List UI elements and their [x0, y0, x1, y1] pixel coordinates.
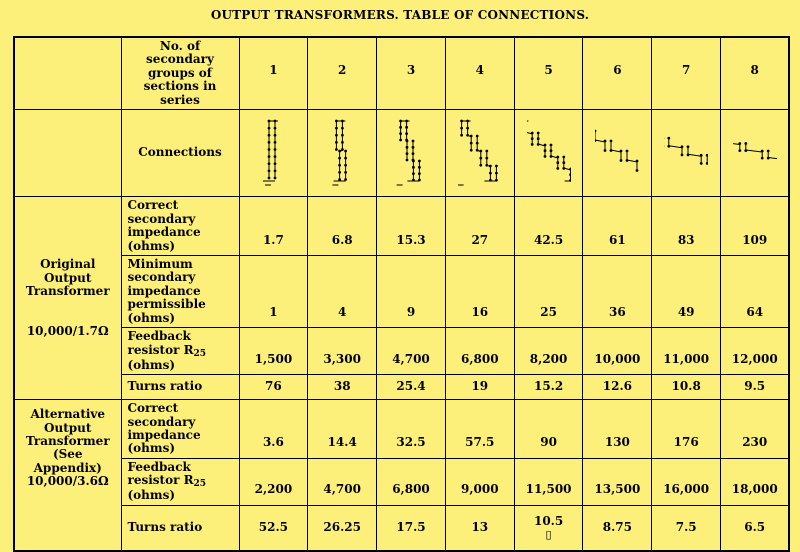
terminal-dot	[341, 134, 344, 137]
table-cell: 15.2	[514, 375, 583, 400]
series-label: No. of secondary groups of sections in series	[121, 37, 239, 110]
terminal-dot	[495, 172, 498, 175]
alt-turns-row	[14, 505, 789, 551]
table-cell: 3,300	[308, 328, 377, 375]
series-link	[688, 154, 701, 156]
terminal-dot	[562, 161, 565, 164]
connection-diagram-cell	[308, 110, 377, 197]
terminal-dot	[626, 150, 629, 153]
table-cell: 6,800	[377, 458, 446, 505]
terminal-dot	[335, 127, 338, 130]
terminal-dot	[412, 166, 415, 169]
connections-table	[13, 36, 790, 552]
terminal-dot	[530, 143, 533, 146]
terminal-dot	[412, 146, 415, 149]
terminal-dot	[495, 165, 498, 168]
table-cell: 42.5	[514, 197, 583, 256]
connection-diagram-cell	[514, 110, 583, 197]
series-link	[669, 146, 682, 148]
terminal-dot	[274, 170, 277, 173]
terminal-dot	[344, 164, 347, 167]
terminal-dot	[738, 149, 741, 152]
terminal-dot	[344, 150, 347, 153]
terminal-dot	[341, 141, 344, 144]
connection-diagram	[664, 115, 708, 191]
table-cell: 12.6	[583, 375, 652, 400]
series-link	[595, 140, 605, 142]
terminal-dot	[268, 163, 271, 166]
column-header: 5	[514, 37, 583, 110]
table-cell: 4,700	[377, 328, 446, 375]
table-cell: 49	[652, 255, 721, 327]
table-cell: 64	[721, 255, 790, 327]
terminal-dot	[681, 154, 684, 157]
terminal-dot	[412, 172, 415, 175]
table-cell: 11,000	[652, 328, 721, 375]
terminal-dot	[405, 126, 408, 129]
column-header: 2	[308, 37, 377, 110]
connection-diagram	[389, 115, 433, 191]
table-cell: 19	[445, 375, 514, 400]
table-cell: 3.6	[239, 400, 308, 459]
terminal-dot	[687, 146, 690, 149]
table-cell: 76	[239, 375, 308, 400]
table-cell: 9.5	[721, 375, 790, 400]
table-cell: 7.5	[652, 505, 721, 551]
terminal-dot	[274, 148, 277, 151]
terminal-dot	[344, 178, 347, 181]
orig-impedance-row	[14, 197, 789, 256]
table-cell: 1.7	[239, 197, 308, 256]
terminal-dot	[335, 134, 338, 137]
series-link	[627, 160, 637, 162]
table-cell: 13,500	[583, 458, 652, 505]
table-cell: 6,800	[445, 328, 514, 375]
header-row	[14, 37, 789, 110]
table-cell: 90	[514, 400, 583, 459]
column-header: 7	[652, 37, 721, 110]
terminal-dot	[344, 157, 347, 160]
terminal-dot	[620, 159, 623, 162]
page-title: OUTPUT TRANSFORMERS. TABLE OF CONNECTIONS.	[0, 8, 800, 22]
column-header: 8	[721, 37, 790, 110]
table-cell: 109	[721, 197, 790, 256]
table-cell: 83	[652, 197, 721, 256]
table-cell: 130	[583, 400, 652, 459]
terminal-dot	[412, 152, 415, 155]
table-cell: 12,000	[721, 328, 790, 375]
terminal-dot	[406, 159, 409, 162]
table-cell: 176	[652, 400, 721, 459]
connection-diagram	[251, 115, 295, 191]
terminal-dot	[274, 155, 277, 158]
table-cell: 11,500	[514, 458, 583, 505]
terminal-dot	[268, 155, 271, 158]
terminal-dot	[344, 171, 347, 174]
terminal-dot	[466, 127, 469, 130]
terminal-dot	[556, 167, 559, 170]
orig-turns-row	[14, 375, 789, 400]
connection-diagram-cell	[239, 110, 308, 197]
table-cell: 38	[308, 375, 377, 400]
table-cell: 25.4	[377, 375, 446, 400]
terminal-dot	[562, 156, 565, 159]
terminal-dot	[536, 137, 539, 140]
terminal-dot	[399, 126, 402, 129]
original-transformer-name: Original Output Transformer	[19, 258, 117, 298]
row-label: Turns ratio	[121, 375, 239, 400]
table-cell: 15.3	[377, 197, 446, 256]
table-cell: 9,000	[445, 458, 514, 505]
terminal-dot	[335, 148, 338, 151]
terminal-dot	[399, 132, 402, 135]
table-cell: 57.5	[445, 400, 514, 459]
column-header: 3	[377, 37, 446, 110]
terminal-dot	[268, 127, 271, 130]
table-cell: 25	[514, 255, 583, 327]
terminal-dot	[761, 157, 764, 160]
terminal-dot	[489, 172, 492, 175]
terminal-dot	[460, 134, 463, 137]
table-cell: 9	[377, 255, 446, 327]
alt-feedback-row	[14, 458, 789, 505]
table-cell: 14.4	[308, 400, 377, 459]
terminal-dot	[338, 178, 341, 181]
table-cell: 10,000	[583, 328, 652, 375]
terminal-dot	[338, 171, 341, 174]
connection-diagram	[320, 115, 364, 191]
connections-label: Connections	[121, 110, 239, 197]
footnote-marker: ▯	[546, 529, 552, 541]
row-label: Correct secondary impedance (ohms)	[121, 197, 239, 256]
original-transformer-ratio: 10,000/1.7Ω	[19, 325, 117, 338]
alternative-transformer-name: Alternative Output Transformer (See Appendix) 10,000/3.6Ω	[19, 408, 117, 489]
row-label: Minimum secondary impedance permissible (ohms)	[121, 255, 239, 327]
table-cell: 26.25	[308, 505, 377, 551]
terminal-dot	[700, 162, 703, 165]
orig-feedback-row	[14, 328, 789, 375]
terminal-dot	[569, 173, 571, 176]
terminal-dot	[268, 170, 271, 173]
terminal-dot	[412, 140, 415, 143]
terminal-dot	[668, 137, 671, 140]
table-cell: 36	[583, 255, 652, 327]
connection-diagram-cell	[377, 110, 446, 197]
row-label: Feedback resistor $R_{25}$ (ohms)	[121, 458, 239, 505]
terminal-dot	[595, 130, 596, 133]
terminal-dot	[530, 137, 533, 140]
terminal-dot	[536, 132, 539, 135]
terminal-dot	[338, 164, 341, 167]
terminal-dot	[274, 134, 277, 137]
terminal-dot	[274, 141, 277, 144]
terminal-dot	[485, 150, 488, 153]
alt-impedance-row	[14, 400, 789, 459]
terminal-dot	[610, 140, 613, 143]
connection-diagram	[458, 115, 502, 191]
table-cell: 17.5	[377, 505, 446, 551]
series-link	[746, 150, 762, 152]
terminal-dot	[268, 177, 271, 180]
column-header: 6	[583, 37, 652, 110]
table-cell: 13	[445, 505, 514, 551]
connection-diagram	[733, 115, 777, 191]
terminal-dot	[406, 152, 409, 155]
connection-diagram-cell	[445, 110, 514, 197]
table-cell: 4	[308, 255, 377, 327]
corner-cell	[14, 37, 121, 110]
connection-diagram	[595, 115, 639, 191]
terminal-dot	[335, 141, 338, 144]
terminal-dot	[470, 149, 473, 152]
terminal-dot	[341, 127, 344, 130]
terminal-dot	[268, 141, 271, 144]
terminal-dot	[479, 157, 482, 160]
table-cell: 8.75	[583, 505, 652, 551]
table-cell: 10.8	[652, 375, 721, 400]
terminal-dot	[549, 149, 552, 152]
terminal-dot	[399, 139, 402, 142]
terminal-dot	[479, 164, 482, 167]
row-label: Correct secondary impedance (ohms)	[121, 400, 239, 459]
table-cell: 2,200	[239, 458, 308, 505]
table-cell: 32.5	[377, 400, 446, 459]
terminal-dot	[476, 135, 479, 138]
terminal-dot	[556, 161, 559, 164]
terminal-dot	[543, 155, 546, 158]
table-cell: 1	[239, 255, 308, 327]
terminal-dot	[405, 132, 408, 135]
alternative-transformer-cell	[14, 400, 121, 552]
connections-row	[14, 110, 789, 197]
column-header: 1	[239, 37, 308, 110]
table-cell: 16	[445, 255, 514, 327]
table-cell	[514, 505, 583, 551]
row-label: Turns ratio	[121, 505, 239, 551]
table-cell: 6.8	[308, 197, 377, 256]
terminal-dot	[406, 146, 409, 149]
table-cell: 230	[721, 400, 790, 459]
terminal-dot	[460, 127, 463, 130]
table-cell: 27	[445, 197, 514, 256]
terminal-dot	[470, 142, 473, 145]
connection-diagram-cell	[583, 110, 652, 197]
terminal-dot	[485, 157, 488, 160]
terminal-dot	[706, 154, 708, 157]
connection-diagram	[527, 115, 571, 191]
terminal-dot	[604, 149, 607, 152]
table-cell: 18,000	[721, 458, 790, 505]
terminal-dot	[418, 166, 421, 169]
terminal-dot	[636, 169, 639, 172]
table-cell: 4,700	[308, 458, 377, 505]
table-cell-value: 10.5	[519, 515, 579, 528]
terminal-dot	[476, 142, 479, 145]
orig-min-impedance-row	[14, 255, 789, 327]
series-link	[611, 150, 621, 152]
terminal-dot	[274, 127, 277, 130]
table-cell: 8,200	[514, 328, 583, 375]
table-cell: 61	[583, 197, 652, 256]
terminal-dot	[549, 144, 552, 147]
terminal-dot	[543, 149, 546, 152]
connection-diagram-cell	[721, 110, 790, 197]
terminal-dot	[767, 150, 770, 153]
table-cell: 6.5	[721, 505, 790, 551]
column-header: 4	[445, 37, 514, 110]
terminal-dot	[268, 134, 271, 137]
original-transformer-cell	[14, 197, 121, 400]
terminal-dot	[268, 148, 271, 151]
terminal-dot	[338, 157, 341, 160]
blank-cell	[14, 110, 121, 197]
terminal-dot	[274, 177, 277, 180]
terminal-dot	[418, 172, 421, 175]
table-cell: 52.5	[239, 505, 308, 551]
terminal-dot	[418, 160, 421, 163]
terminal-dot	[274, 163, 277, 166]
terminal-dot	[744, 142, 747, 145]
table-cell: 1,500	[239, 328, 308, 375]
row-label: Feedback resistor $R_{25}$ (ohms)	[121, 328, 239, 375]
table-cell: 16,000	[652, 458, 721, 505]
connection-diagram-cell	[652, 110, 721, 197]
